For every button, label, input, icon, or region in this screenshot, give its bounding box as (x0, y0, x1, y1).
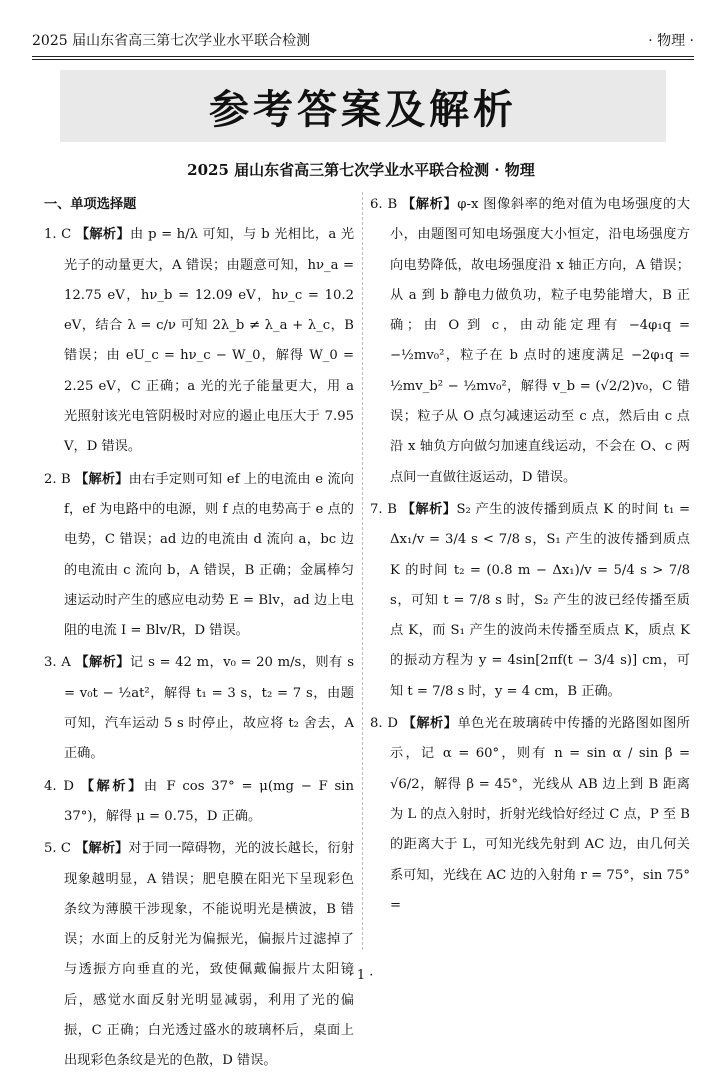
analysis-tag: 【解析】 (75, 227, 130, 243)
running-header (32, 30, 694, 52)
section-title: 一、单项选择题 (44, 197, 137, 212)
page-number: · 1 · (348, 968, 374, 983)
header-rule-bottom (32, 59, 694, 60)
header-subject: · 物理 · (648, 33, 694, 49)
item-number: 3. (44, 655, 57, 671)
analysis-tag: 【解析】 (75, 841, 129, 857)
item-text: 由 p = h/λ 可知，与 b 光相比，a 光光子的动量更大，A 错误；由题意可知，hν_a = 12.75 eV，hν_b = 12.09 eV，hν_c = 10.2 eV，结合 λ = c/ν 可知 2λ_b ≠ λ_a + λ_c，B 错误；由 eU_c = hν_c − W_0，解得 W_0 = 2.25 eV，C 正确；a 光的光子能量更大，用 a 光照射该光电管阴极时对应的遏止电压大于 7.95 V，D 错误。 (64, 227, 355, 455)
banner-title: 参考答案及解析 (209, 86, 517, 133)
left-column (44, 190, 354, 1079)
answer-item-8 (370, 709, 690, 921)
item-answer: D (387, 716, 398, 732)
title-banner (60, 70, 666, 142)
right-column (370, 190, 690, 923)
analysis-tag: 【解析】 (75, 655, 130, 671)
item-text: S₂ 产生的波传播到质点 K 的时间 t₁ = Δx₁/v = 3/4 s < 7/8 s，S₁ 产生的波传播到质点 K 的时间 t₂ = (0.8 m − Δx₁)/v = 5/4 s > 7/8 s，可知 t = 7/8 s 时，S₂ 产生的波已经传播至质点 K，而 S₁ 产生的波尚未传播至质点 K，质点 K 的振动方程为 y = 4sin[2πf(t − 3/4 s)] cm，可知 t = 7/8 s 时，y = 4 cm，B 正确。 (390, 501, 690, 699)
item-answer: C (60, 841, 71, 857)
item-text: 由 F cos 37° = μ(mg − F sin 37°)，解得 μ = 0.75，D 正确。 (64, 778, 354, 824)
item-number: 6. (370, 197, 383, 212)
item-text: 记 s = 42 m，v₀ = 20 m/s，则有 s = v₀t − ½at²，解得 t₁ = 3 s，t₂ = 7 s，由题可知，汽车运动 5 s 时停止，故应将 t₂ 舍去，A 正确。 (64, 655, 354, 762)
item-text: 对于同一障碍物，光的波长越长，衍射现象越明显，A 错误；肥皂膜在阳光下呈现彩色条纹为薄膜干涉现象，不能说明光是横波，B 错误；水面上的反射光为偏振光，偏振片过滤掉了与透振方向垂直的光，致使佩戴偏振片太阳镜后，感觉水面反射光明显减弱，利用了光的偏振，C 正确；白光透过盛水的玻璃杯后，桌面上出现彩色条纹是光的色散，D 错误。 (64, 841, 355, 1069)
answer-item-3 (44, 648, 354, 769)
header-exam-title: 2025 届山东省高三第七次学业水平联合检测 (32, 33, 311, 49)
item-number: 8. (370, 716, 383, 732)
item-number: 2. (44, 471, 57, 487)
answer-item-2 (44, 465, 354, 647)
item-text: 单色光在玻璃砖中传播的光路图如图所示，记 α = 60°，则有 n = sin α / sin β = √6/2，解得 β = 45°，光线从 AB 边上到 B 距离为 L 的点入射时，折射光线恰好经过 C 点，P 至 B 的距离大于 L，可知光线先射到 AC 边，由几何关系可知，光线在 AC 边的入射角 r = 75°，sin 75° = (390, 716, 690, 913)
item-answer: B (387, 197, 398, 212)
answer-item-5 (44, 834, 354, 1076)
column-divider (362, 192, 363, 950)
answer-item-6 (370, 190, 690, 493)
analysis-tag: 【解析】 (80, 778, 144, 794)
analysis-tag: 【解析】 (401, 197, 458, 212)
answer-item-4 (44, 772, 354, 833)
answer-item-7 (370, 495, 690, 707)
item-answer: B (61, 471, 71, 487)
analysis-tag: 【解析】 (75, 471, 129, 487)
item-answer: B (387, 501, 397, 517)
item-number: 4. (44, 778, 57, 794)
analysis-tag: 【解析】 (402, 716, 458, 732)
item-answer: C (61, 227, 72, 243)
item-number: 5. (44, 841, 57, 857)
header-rule-top (32, 56, 694, 57)
item-answer: A (61, 655, 71, 671)
item-number: 1. (44, 227, 57, 243)
item-text: 由右手定则可知 ef 上的电流由 e 流向 f，ef 为电路中的电源，则 f 点的电势高于 e 点的电势，C 错误；ad 边的电流由 d 流向 a，bc 边的电流由 c 流向 b，A 错误，B 正确；金属棒匀速运动时产生的感应电动势 E = Blv，ad 边上电阻的电流 I = Blv/R，D 错误。 (64, 471, 354, 639)
analysis-tag: 【解析】 (401, 501, 457, 517)
item-text: φ-x 图像斜率的绝对值为电场强度的大小，由题图可知电场强度大小恒定，沿电场强度方向电势降低，故电场强度沿 x 轴正方向，A 错误；从 a 到 b 静电力做负功，粒子电势能增大，B 正确；由 O 到 c，由动能定理有 −4φ₁q = −½mv₀²，粒子在 b 点时的速度满足 −2φ₁q = ½mv_b² − ½mv₀²，解得 v_b = (√2/2)v₀，C 错误；粒子从 O 点匀减速运动至 c 点，然后由 c 点沿 x 轴负方向做匀加速直线运动，不会在 O、c 两点间一直做往返运动，D 错误。 (390, 197, 691, 485)
document-subtitle: 2025 届山东省高三第七次学业水平联合检测 · 物理 (187, 161, 535, 179)
answer-item-1 (44, 220, 354, 462)
item-number: 7. (370, 501, 383, 517)
item-answer: D (63, 778, 74, 794)
